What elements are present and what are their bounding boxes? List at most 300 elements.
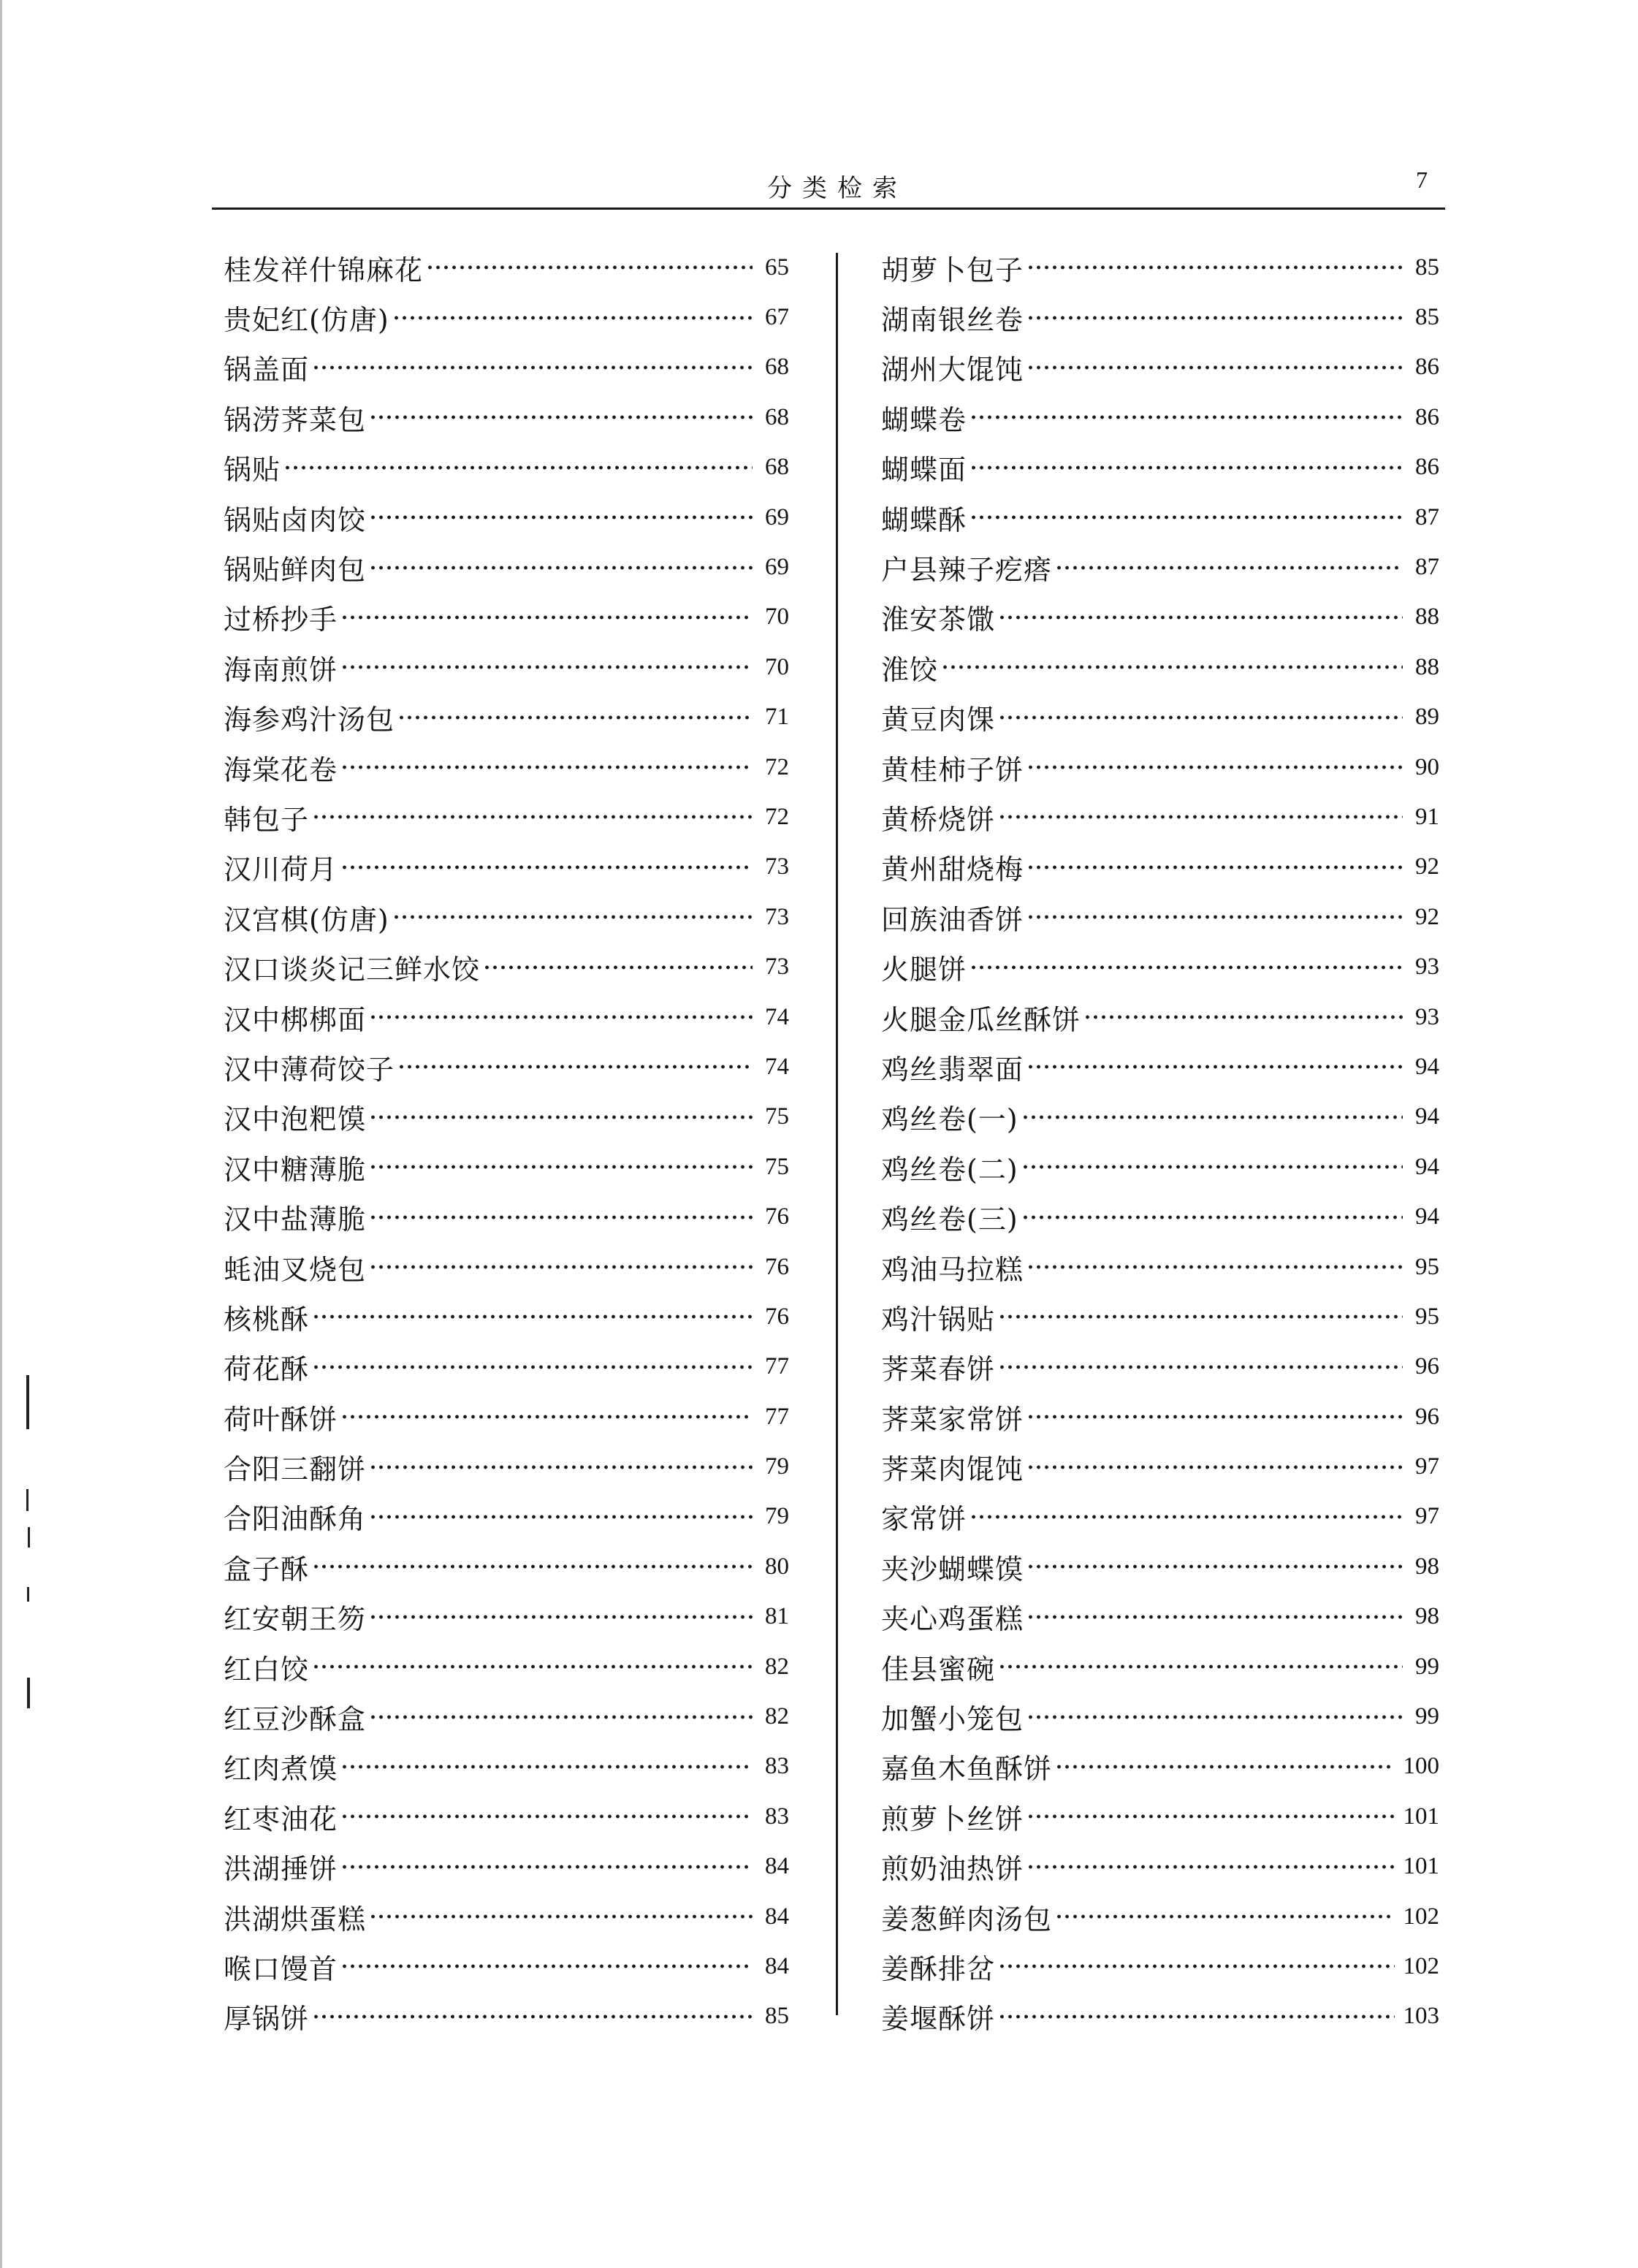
entry-page-number: 72 (765, 753, 789, 780)
entry-page-number: 95 (1415, 1303, 1439, 1330)
index-entry (224, 1742, 789, 1792)
entry-name: 火腿金瓜丝酥饼 (881, 1003, 1081, 1036)
index-entry (224, 292, 789, 342)
dot-leader (483, 964, 753, 970)
dot-leader (998, 1664, 1403, 1670)
index-entry (881, 343, 1439, 392)
index-entry (881, 542, 1439, 592)
entry-page-number: 86 (1415, 354, 1439, 381)
index-entry (224, 392, 789, 442)
dot-leader (1026, 1564, 1403, 1569)
entry-name: 桂发祥什锦麻花 (224, 254, 424, 286)
entry-page-number: 88 (1415, 653, 1439, 680)
index-entry (224, 593, 789, 642)
index-column-left (224, 243, 789, 2041)
entry-page-number: 84 (765, 1952, 789, 1979)
entry-page-number: 88 (1415, 604, 1439, 631)
index-entry (224, 1542, 789, 1591)
index-entry (881, 1992, 1439, 2041)
dot-leader (970, 514, 1403, 520)
dot-leader (312, 365, 753, 370)
entry-page-number: 85 (1415, 304, 1439, 331)
entry-name: 鸡丝卷(三) (881, 1203, 1018, 1236)
dot-leader (340, 864, 753, 870)
index-entry (881, 792, 1439, 842)
entry-page-number: 100 (1403, 1753, 1439, 1780)
entry-name: 汉宫棋(仿唐) (224, 903, 389, 936)
scan-edge (0, 0, 2, 2268)
dot-leader (970, 465, 1403, 471)
dot-leader (998, 1314, 1403, 1320)
entry-page-number: 69 (765, 554, 789, 581)
dot-leader (340, 614, 753, 620)
index-entry (224, 1492, 789, 1542)
index-entry (224, 1142, 789, 1192)
dot-leader (312, 814, 753, 820)
index-entry (881, 1592, 1439, 1642)
entry-page-number: 102 (1403, 1903, 1439, 1930)
entry-page-number: 89 (1415, 704, 1439, 731)
entry-page-number: 67 (765, 304, 789, 331)
index-entry (224, 443, 789, 492)
dot-leader (340, 764, 753, 770)
index-entry (224, 542, 789, 592)
index-entry (881, 1092, 1439, 1142)
index-entry (881, 942, 1439, 992)
column-divider (836, 253, 838, 2015)
entry-page-number: 69 (765, 503, 789, 530)
dot-leader (369, 1164, 753, 1170)
entry-name: 洪湖烘蛋糕 (224, 1903, 367, 1936)
index-entry (881, 1442, 1439, 1491)
entry-page-number: 68 (765, 403, 789, 430)
index-entry (224, 1092, 789, 1142)
entry-name: 姜葱鲜肉汤包 (881, 1903, 1053, 1936)
entry-name: 锅贴鲜肉包 (224, 554, 367, 587)
dot-leader (312, 1314, 753, 1320)
entry-page-number: 80 (765, 1553, 789, 1580)
entry-page-number: 98 (1415, 1553, 1439, 1580)
index-entry (224, 693, 789, 742)
dot-leader (369, 1114, 753, 1120)
entry-name: 过桥抄手 (224, 604, 338, 636)
dot-leader (340, 1414, 753, 1420)
index-entry (881, 392, 1439, 442)
entry-page-number: 68 (765, 454, 789, 481)
entry-page-number: 95 (1415, 1253, 1439, 1280)
index-entry (224, 1792, 789, 1841)
entry-name: 加蟹小笼包 (881, 1703, 1024, 1736)
entry-name: 厚锅饼 (224, 2003, 310, 2036)
entry-name: 红枣油花 (224, 1803, 338, 1835)
entry-page-number: 97 (1415, 1453, 1439, 1480)
entry-page-number: 82 (765, 1703, 789, 1730)
index-entry (881, 292, 1439, 342)
index-entry (881, 593, 1439, 642)
entry-name: 洪湖捶饼 (224, 1853, 338, 1886)
index-entry (224, 1242, 789, 1292)
index-entry (224, 1842, 789, 1892)
index-entry (224, 1992, 789, 2041)
index-entry (224, 792, 789, 842)
index-entry (224, 1692, 789, 1741)
dot-leader (426, 265, 753, 270)
entry-name: 荠菜春饼 (881, 1353, 996, 1386)
margin-mark (26, 1375, 29, 1429)
entry-name: 煎奶油热饼 (881, 1853, 1024, 1886)
entry-page-number: 75 (765, 1153, 789, 1180)
page-number: 7 (1416, 167, 1428, 193)
dot-leader (369, 414, 753, 420)
entry-page-number: 92 (1415, 903, 1439, 930)
index-entry (224, 642, 789, 692)
dot-leader (998, 1963, 1394, 1969)
index-entry (224, 742, 789, 792)
index-entry (881, 443, 1439, 492)
entry-page-number: 71 (765, 704, 789, 731)
entry-page-number: 73 (765, 954, 789, 981)
index-entry (881, 1542, 1439, 1591)
entry-page-number: 74 (765, 1003, 789, 1030)
entry-name: 鸡丝卷(二) (881, 1153, 1018, 1186)
index-entry (881, 1392, 1439, 1442)
entry-name: 嘉鱼木鱼酥饼 (881, 1753, 1053, 1786)
entry-name: 姜堰酥饼 (881, 2003, 996, 2036)
dot-leader (1026, 315, 1403, 321)
dot-leader (970, 414, 1403, 420)
entry-name: 黄桥烧饼 (881, 803, 996, 836)
entry-name: 荠菜肉馄饨 (881, 1453, 1024, 1486)
entry-name: 胡萝卜包子 (881, 254, 1024, 286)
entry-name: 锅盖面 (224, 354, 310, 387)
index-entry (224, 1192, 789, 1241)
entry-name: 韩包子 (224, 803, 310, 836)
entry-name: 汉中梆梆面 (224, 1003, 367, 1036)
dot-leader (1055, 565, 1403, 571)
entry-name: 汉中薄荷饺子 (224, 1053, 395, 1086)
entry-page-number: 82 (765, 1653, 789, 1680)
dot-leader (970, 964, 1403, 970)
dot-leader (340, 664, 753, 670)
entry-page-number: 65 (765, 254, 789, 281)
dot-leader (312, 1364, 753, 1370)
dot-leader (392, 914, 753, 920)
entry-name: 佳县蜜碗 (881, 1653, 996, 1686)
dot-leader (369, 1714, 753, 1720)
entry-page-number: 98 (1415, 1603, 1439, 1630)
entry-page-number: 79 (765, 1453, 789, 1480)
entry-page-number: 93 (1415, 954, 1439, 981)
entry-page-number: 96 (1415, 1353, 1439, 1380)
entry-name: 夹心鸡蛋糕 (881, 1603, 1024, 1636)
index-entry (881, 1892, 1439, 1941)
index-entry (224, 942, 789, 992)
entry-page-number: 94 (1415, 1153, 1439, 1180)
entry-name: 合阳油酥角 (224, 1503, 367, 1536)
entry-name: 鸡汁锅贴 (881, 1303, 996, 1336)
index-entry (881, 243, 1439, 292)
entry-name: 煎萝卜丝饼 (881, 1803, 1024, 1835)
entry-page-number: 68 (765, 354, 789, 381)
entry-name: 锅贴 (224, 454, 281, 487)
entry-page-number: 70 (765, 604, 789, 631)
page-title: 分类检索 (767, 174, 907, 203)
entry-page-number: 76 (765, 1303, 789, 1330)
index-entry (224, 1392, 789, 1442)
entry-page-number: 87 (1415, 554, 1439, 581)
entry-page-number: 77 (765, 1353, 789, 1380)
entry-page-number: 93 (1415, 1003, 1439, 1030)
entry-page-number: 102 (1403, 1952, 1439, 1979)
entry-page-number: 70 (765, 653, 789, 680)
entry-page-number: 81 (765, 1603, 789, 1630)
index-entry (881, 1792, 1439, 1841)
entry-page-number: 76 (765, 1253, 789, 1280)
index-column-right (881, 243, 1439, 2041)
dot-leader (312, 2014, 753, 2020)
dot-leader (397, 1064, 753, 1070)
dot-leader (283, 465, 753, 471)
index-entry (224, 1941, 789, 1991)
dot-leader (1026, 1814, 1394, 1819)
entry-name: 核桃酥 (224, 1303, 310, 1336)
dot-leader (998, 2014, 1394, 2020)
index-entry (881, 892, 1439, 942)
entry-name: 姜酥排岔 (881, 1952, 996, 1985)
entry-page-number: 77 (765, 1403, 789, 1430)
index-entry (224, 1442, 789, 1491)
index-entry (881, 1192, 1439, 1241)
index-entry (224, 992, 789, 1042)
index-entry (881, 642, 1439, 692)
dot-leader (369, 1014, 753, 1020)
entry-name: 喉口馒首 (224, 1952, 338, 1985)
dot-leader (1026, 864, 1403, 870)
margin-mark (28, 1527, 30, 1548)
dot-leader (1026, 1064, 1403, 1070)
dot-leader (369, 1214, 753, 1220)
index-entry (224, 1292, 789, 1342)
entry-name: 鸡丝卷(一) (881, 1103, 1018, 1136)
index-entry (881, 1642, 1439, 1692)
index-entry (881, 1941, 1439, 1991)
entry-name: 湖南银丝卷 (881, 304, 1024, 337)
entry-name: 海棠花卷 (224, 753, 338, 786)
entry-name: 蝴蝶酥 (881, 503, 967, 536)
entry-name: 淮安茶馓 (881, 604, 996, 636)
index-entry (881, 742, 1439, 792)
entry-name: 湖州大馄饨 (881, 354, 1024, 387)
entry-name: 汉川荷月 (224, 853, 338, 886)
entry-page-number: 103 (1403, 2003, 1439, 2030)
index-entry (881, 1142, 1439, 1192)
dot-leader (397, 715, 753, 720)
entry-name: 黄州甜烧梅 (881, 853, 1024, 886)
index-entry (224, 343, 789, 392)
entry-name: 汉中糖薄脆 (224, 1153, 367, 1186)
entry-name: 盒子酥 (224, 1553, 310, 1586)
dot-leader (970, 1514, 1403, 1520)
entry-name: 荷花酥 (224, 1353, 310, 1386)
entry-page-number: 75 (765, 1103, 789, 1130)
dot-leader (1021, 1214, 1403, 1220)
index-entry (881, 992, 1439, 1042)
margin-mark (27, 1587, 29, 1602)
entry-page-number: 85 (765, 2003, 789, 2030)
dot-leader (998, 715, 1403, 720)
margin-mark (27, 1678, 30, 1708)
dot-leader (1026, 1414, 1403, 1420)
dot-leader (1083, 1014, 1403, 1020)
entry-page-number: 91 (1415, 803, 1439, 830)
entry-page-number: 96 (1415, 1403, 1439, 1430)
entry-name: 夹沙蝴蝶馍 (881, 1553, 1024, 1586)
entry-page-number: 86 (1415, 403, 1439, 430)
dot-leader (312, 1564, 753, 1569)
index-entry (881, 1842, 1439, 1892)
entry-page-number: 94 (1415, 1053, 1439, 1080)
entry-name: 锅贴卤肉饺 (224, 503, 367, 536)
entry-page-number: 79 (765, 1503, 789, 1530)
dot-leader (1021, 1164, 1403, 1170)
dot-leader (1021, 1114, 1403, 1120)
dot-leader (1026, 1614, 1403, 1620)
entry-name: 黄豆肉馃 (881, 704, 996, 737)
dot-leader (369, 565, 753, 571)
entry-page-number: 76 (765, 1203, 789, 1230)
entry-page-number: 83 (765, 1753, 789, 1780)
margin-mark (26, 1489, 28, 1511)
index-entry (881, 492, 1439, 542)
entry-page-number: 99 (1415, 1703, 1439, 1730)
index-entry (881, 1042, 1439, 1092)
dot-leader (369, 1264, 753, 1270)
entry-page-number: 94 (1415, 1103, 1439, 1130)
entry-name: 红豆沙酥盒 (224, 1703, 367, 1736)
dot-leader (1026, 265, 1403, 270)
entry-page-number: 99 (1415, 1653, 1439, 1680)
index-entry (224, 1892, 789, 1941)
dot-leader (369, 1464, 753, 1470)
dot-leader (369, 1614, 753, 1620)
entry-name: 红白饺 (224, 1653, 310, 1686)
dot-leader (998, 614, 1403, 620)
dot-leader (998, 814, 1403, 820)
entry-name: 海南煎饼 (224, 653, 338, 686)
entry-page-number: 92 (1415, 853, 1439, 880)
index-entry (881, 1492, 1439, 1542)
index-entry (224, 1592, 789, 1642)
entry-name: 鸡丝翡翠面 (881, 1053, 1024, 1086)
entry-page-number: 73 (765, 903, 789, 930)
dot-leader (1026, 764, 1403, 770)
index-entry (224, 1042, 789, 1092)
entry-name: 合阳三翻饼 (224, 1453, 367, 1486)
entry-name: 汉中盐薄脆 (224, 1203, 367, 1236)
page-header (212, 162, 1445, 209)
dot-leader (1026, 1714, 1403, 1720)
dot-leader (340, 1814, 753, 1819)
index-entry (224, 842, 789, 892)
entry-name: 淮饺 (881, 653, 939, 686)
entry-page-number: 87 (1415, 503, 1439, 530)
entry-page-number: 83 (765, 1803, 789, 1830)
entry-page-number: 97 (1415, 1503, 1439, 1530)
entry-name: 蝴蝶面 (881, 454, 967, 487)
entry-page-number: 74 (765, 1053, 789, 1080)
entry-name: 海参鸡汁汤包 (224, 704, 395, 737)
entry-page-number: 84 (765, 1903, 789, 1930)
entry-name: 红肉煮馍 (224, 1753, 338, 1786)
entry-page-number: 90 (1415, 753, 1439, 780)
index-entry (224, 492, 789, 542)
dot-leader (312, 1664, 753, 1670)
entry-name: 鸡油马拉糕 (881, 1253, 1024, 1286)
index-entry (881, 1692, 1439, 1741)
dot-leader (340, 1963, 753, 1969)
index-entry (881, 1342, 1439, 1392)
dot-leader (340, 1864, 753, 1870)
dot-leader (1026, 914, 1403, 920)
entry-name: 户县辣子疙瘩 (881, 554, 1053, 587)
dot-leader (369, 514, 753, 520)
header-rule (212, 208, 1445, 210)
entry-page-number: 85 (1415, 254, 1439, 281)
index-entry (224, 243, 789, 292)
entry-name: 汉口谈炎记三鲜水饺 (224, 954, 481, 986)
dot-leader (1055, 1914, 1394, 1919)
dot-leader (1026, 1464, 1403, 1470)
entry-name: 贵妃红(仿唐) (224, 304, 389, 337)
entry-page-number: 101 (1403, 1853, 1439, 1880)
entry-name: 红安朝王笏 (224, 1603, 367, 1636)
dot-leader (1026, 1264, 1403, 1270)
entry-page-number: 84 (765, 1853, 789, 1880)
entry-name: 荠菜家常饼 (881, 1403, 1024, 1436)
entry-page-number: 72 (765, 803, 789, 830)
entry-page-number: 73 (765, 853, 789, 880)
entry-name: 蚝油叉烧包 (224, 1253, 367, 1286)
dot-leader (369, 1914, 753, 1919)
dot-leader (941, 664, 1403, 670)
index-entry (881, 1742, 1439, 1792)
index-entry (224, 1342, 789, 1392)
entry-name: 汉中泡粑馍 (224, 1103, 367, 1136)
index-entry (224, 892, 789, 942)
index-entry (881, 693, 1439, 742)
entry-name: 回族油香饼 (881, 903, 1024, 936)
dot-leader (340, 1764, 753, 1770)
dot-leader (392, 315, 753, 321)
entry-name: 家常饼 (881, 1503, 967, 1536)
dot-leader (1055, 1764, 1394, 1770)
dot-leader (1026, 1864, 1394, 1870)
entry-page-number: 94 (1415, 1203, 1439, 1230)
entry-name: 火腿饼 (881, 954, 967, 986)
entry-page-number: 101 (1403, 1803, 1439, 1830)
entry-name: 荷叶酥饼 (224, 1403, 338, 1436)
dot-leader (1026, 365, 1403, 370)
dot-leader (369, 1514, 753, 1520)
entry-name: 蝴蝶卷 (881, 403, 967, 436)
index-entry (881, 842, 1439, 892)
entry-name: 黄桂柿子饼 (881, 753, 1024, 786)
index-entry (224, 1642, 789, 1692)
entry-name: 锅涝荠菜包 (224, 403, 367, 436)
dot-leader (998, 1364, 1403, 1370)
index-entry (881, 1242, 1439, 1292)
index-entry (881, 1292, 1439, 1342)
